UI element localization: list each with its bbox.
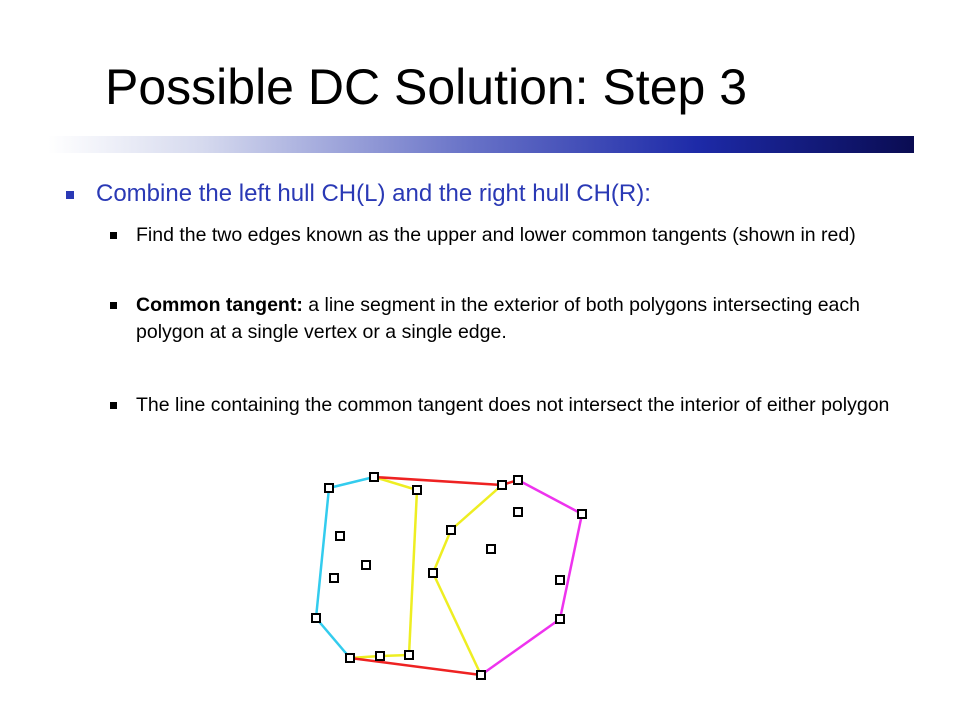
hull-point-marker (413, 486, 421, 494)
split-edge (409, 490, 417, 655)
left-hull-edge (329, 477, 374, 488)
hull-edges (316, 477, 582, 675)
hull-point-marker (370, 473, 378, 481)
square-bullet-icon (110, 402, 117, 409)
hull-point-marker (325, 484, 333, 492)
hull-point-marker (447, 526, 455, 534)
hull-points (312, 473, 586, 679)
split-edge (451, 485, 502, 530)
sub-bullet-text: Find the two edges known as the upper and lower common tangents (shown in red) (136, 224, 856, 246)
sub-bullet-text: The line containing the common tangent does not intersect the interior of either polygon (136, 394, 890, 416)
hull-point-marker (556, 576, 564, 584)
hull-point-marker (487, 545, 495, 553)
hull-point-marker (514, 476, 522, 484)
hull-point-marker (429, 569, 437, 577)
hull-point-marker (556, 615, 564, 623)
square-bullet-icon (66, 191, 74, 199)
convex-hull-diagram (300, 465, 600, 695)
left-hull-edge (316, 488, 329, 618)
hull-point-marker (477, 671, 485, 679)
square-bullet-icon (110, 232, 117, 239)
hull-point-marker (514, 508, 522, 516)
common-tangent-edge (350, 658, 481, 675)
split-edge (433, 573, 481, 675)
hull-point-marker (312, 614, 320, 622)
hull-point-marker (362, 561, 370, 569)
hull-point-marker (330, 574, 338, 582)
main-bullet-text: Combine the left hull CH(L) and the right hull CH(R): (96, 180, 651, 207)
hull-point-marker (578, 510, 586, 518)
right-hull-edge (518, 480, 582, 514)
right-hull-edge (560, 514, 582, 619)
left-hull-edge (316, 618, 350, 658)
split-edge (433, 530, 451, 573)
sub-bullet-bold: Common tangent: (136, 294, 303, 316)
right-hull-edge (481, 619, 560, 675)
square-bullet-icon (110, 302, 117, 309)
slide-title: Possible DC Solution: Step 3 (105, 59, 748, 115)
title-gradient-bar (48, 136, 914, 153)
hull-point-marker (498, 481, 506, 489)
hull-point-marker (336, 532, 344, 540)
hull-point-marker (346, 654, 354, 662)
hull-point-marker (376, 652, 384, 660)
sub-bullet-text: a line segment in the exterior of both polygons intersecting each polygon at a single vertex or a single edge. (136, 294, 860, 343)
hull-point-marker (405, 651, 413, 659)
